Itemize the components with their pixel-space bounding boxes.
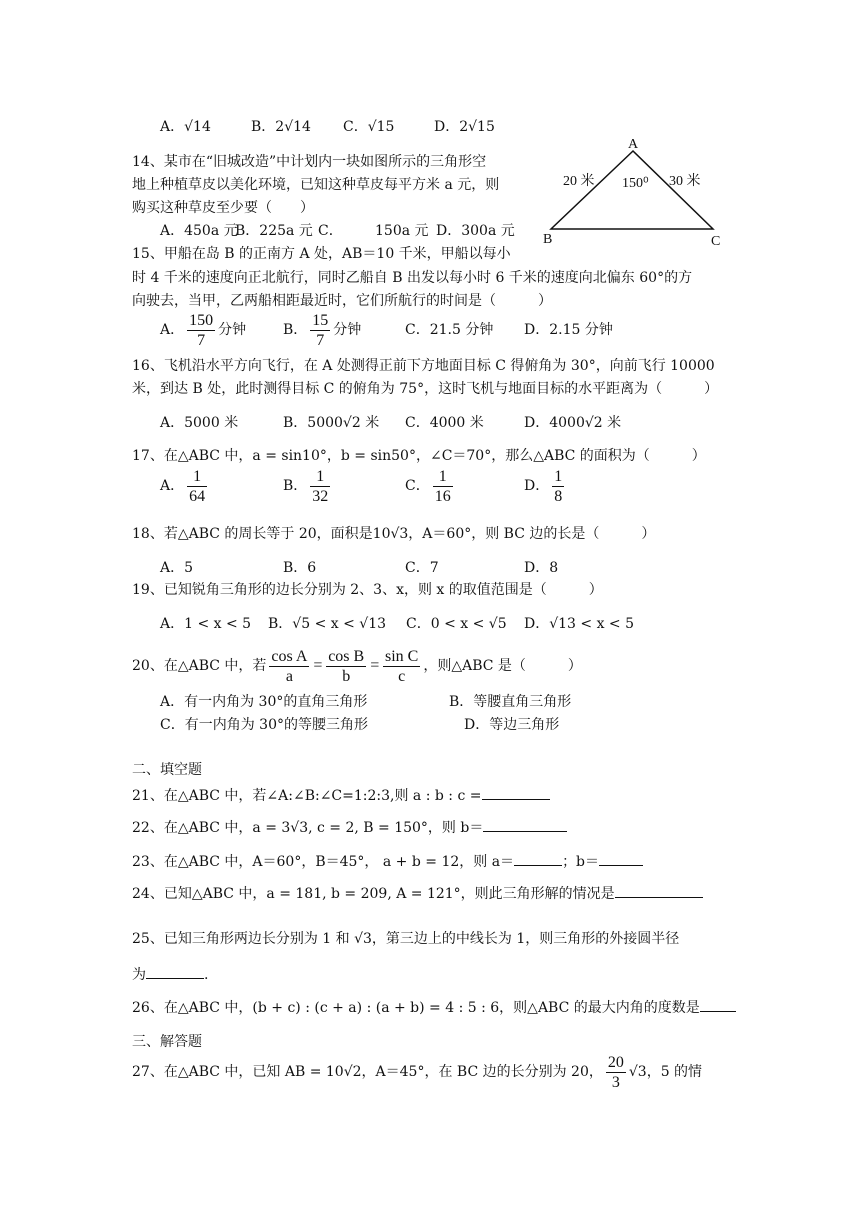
q20-suffix: ，则△ABC 是（ ） — [423, 658, 582, 674]
q14-option-b: B．225a 元 — [235, 223, 313, 239]
q26-text: 26、在△ABC 中，(b + c) : (c + a) : (a + b) = 4 : 5 : 6，则△ABC 的最大内角的度数是 — [132, 1000, 700, 1016]
q15-options-b — [283, 310, 361, 350]
q14-option-c-value: 150a 元 — [375, 223, 429, 239]
q23-text-a: 23、在△ABC 中，A＝60°，B＝45°， a + b = 12，则 a＝ — [132, 854, 515, 870]
q14-option-d: D．300a 元 — [436, 223, 515, 239]
q25-blank — [146, 964, 204, 979]
q27-frac-num: 20 — [607, 1053, 624, 1071]
q17-a-num: 1 — [187, 467, 207, 487]
q17-options-c — [405, 466, 456, 506]
q17-b-num: 1 — [310, 467, 330, 487]
q19-option-a: A．1 < x < 5 — [160, 616, 252, 632]
q17-option-b-label: B． — [283, 478, 308, 494]
q17-d-num: 1 — [554, 467, 563, 485]
q18-option-d: D．8 — [524, 560, 559, 576]
q17-d-den: 8 — [554, 487, 563, 505]
q16-line2: 米，到达 B 处，此时测得目标 C 的俯角为 75°，这时飞机与地面目标的水平距离为（ ） — [132, 381, 719, 397]
q20-frac-sinc — [383, 647, 420, 686]
q23 — [132, 851, 643, 872]
q20-option-c: C．有一内角为 30°的等腰三角形 — [160, 717, 368, 733]
side-ab-label: 20 米 — [563, 174, 595, 189]
q19-option-d: D．√13 < x < 5 — [524, 616, 635, 632]
q15-options — [160, 310, 246, 350]
q17-option-a-label: A． — [160, 478, 185, 494]
q18-option-c: C．7 — [405, 560, 439, 576]
q17-option-b-fraction — [310, 467, 330, 506]
q20-frac2-den: b — [342, 667, 351, 685]
q15-option-b-label: B． — [283, 322, 308, 338]
q18-option-b: B．6 — [283, 560, 317, 576]
q20-frac3-num: sin C — [385, 647, 419, 665]
q19-option-b: B．√5 < x < √13 — [268, 616, 387, 632]
q18-option-a: A．5 — [160, 560, 194, 576]
q21-text: 21、在△ABC 中，若∠A:∠B:∠C=1:2:3,则 a : b : c = — [132, 788, 482, 804]
q15-option-d: D．2.15 分钟 — [524, 322, 613, 338]
q17-option-d-fraction — [552, 467, 564, 506]
q13-option-a: A．√14 — [160, 119, 211, 135]
q20-frac-cosb — [326, 647, 366, 686]
q26 — [132, 997, 736, 1018]
q25-line1: 25、已知三角形两边长分别为 1 和 √3，第三边上的中线长为 1，则三角形的外接圆半径 — [132, 931, 680, 947]
q21-blank — [482, 785, 550, 800]
q17-option-a-fraction — [187, 467, 207, 506]
q27-fraction — [606, 1053, 626, 1092]
q15-option-b-unit: 分钟 — [333, 322, 362, 338]
q20-option-b: B．等腰直角三角形 — [449, 694, 572, 710]
q15-b-num: 15 — [312, 311, 329, 329]
q27-prefix: 27、在△ABC 中，已知 AB = 10√2，A＝45°，在 BC 边的长分别为 20， — [132, 1064, 603, 1080]
q16-option-c: C．4000 米 — [405, 415, 484, 431]
q21 — [132, 785, 550, 806]
q17-c-den: 16 — [434, 487, 451, 505]
q15-a-num: 150 — [189, 311, 214, 329]
side-ac-label: 30 米 — [669, 174, 701, 189]
q17-option-c-label: C． — [405, 478, 430, 494]
q16-option-a: A．5000 米 — [160, 415, 239, 431]
section-3-heading: 三、解答题 — [132, 1034, 202, 1050]
q14-option-a: A．450a 元 — [160, 223, 238, 239]
q19-option-c: C．0 < x < √5 — [406, 616, 507, 632]
q17-b-den: 32 — [312, 487, 329, 505]
q20-prefix: 20、在△ABC 中，若 — [132, 658, 267, 674]
q20-frac3-den: c — [398, 667, 406, 685]
q20-frac1-num: cos A — [271, 647, 308, 665]
q17-options-b — [283, 466, 333, 506]
q14-line2: 地上种植草皮以美化环境，已知这种草皮每平方米 a 元，则 — [132, 177, 500, 193]
q25-line2 — [132, 964, 208, 985]
vertex-c-label: C — [711, 234, 721, 249]
q17-option-d-label: D． — [524, 478, 550, 494]
vertex-b-label: B — [543, 232, 553, 247]
q20-frac1-den: a — [285, 667, 293, 685]
q13-option-d: D．2√15 — [434, 119, 495, 135]
q22 — [132, 817, 567, 838]
q15-option-c: C．21.5 分钟 — [405, 322, 494, 338]
q27-frac-den: 3 — [611, 1073, 620, 1091]
q17-stem: 17、在△ABC 中，a = sin10°，b = sin50°，∠C＝70°，那么△ABC 的面积为（ ） — [132, 448, 706, 464]
q24-text: 24、已知△ABC 中，a = 181, b = 209, A = 121°，则此三角形解的情况是 — [132, 886, 615, 902]
q17-options-a — [160, 466, 210, 506]
q14-option-c-label: C． — [318, 223, 343, 239]
q26-blank — [700, 997, 736, 1012]
q20-stem: 20、在△ABC 中，若 $\frac{\text{cos A}}{a}$ = $\frac{\text{cos B}}{b}$ = $\frac{\text{sin C}}{c}$ ，则△ABC 是（ ） — [132, 647, 582, 685]
q15-option-a-fraction — [187, 311, 215, 350]
q25-prefix: 为 — [132, 967, 146, 983]
q16-line1: 16、飞机沿水平方向飞行，在 A 处测得正前下方地面目标 C 得俯角为 30°，向前飞行 10000 — [132, 358, 715, 374]
q20-option-a: A．有一内角为 30°的直角三角形 — [160, 694, 368, 710]
q23-blank-a — [514, 851, 562, 866]
q17-a-den: 64 — [189, 487, 206, 505]
q27-suffix: √3，5 的情 — [628, 1064, 703, 1080]
q20-option-d: D．等边三角形 — [464, 717, 560, 733]
q15-line2: 时 4 千米的速度向正北航行，同时乙船自 B 出发以每小时 6 千米的速度向北偏东 60°的方 — [132, 270, 693, 286]
q14-line3: 购买这种草皮至少要（ ） — [132, 200, 314, 216]
q18-stem: 18、若△ABC 的周长等于 20，面积是10√3，A＝60°，则 BC 边的长是（ ） — [132, 526, 656, 542]
triangle-figure — [535, 135, 735, 250]
q15-option-a-label: A． — [160, 322, 185, 338]
q16-option-b: B．5000√2 米 — [283, 415, 380, 431]
q27 — [132, 1052, 702, 1092]
q15-option-b-fraction — [310, 311, 330, 350]
q20-frac2-num: cos B — [328, 647, 365, 665]
q15-line1: 15、甲船在岛 B 的正南方 A 处，AB＝10 千米，甲船以每小 — [132, 246, 511, 262]
q13-option-c: C．√15 — [343, 119, 395, 135]
q17-options-d — [524, 466, 567, 506]
q23-text-b: ；b＝ — [562, 854, 600, 870]
q13-option-b: B．2√14 — [251, 119, 311, 135]
q23-blank-b — [599, 851, 643, 866]
q17-option-c-fraction — [433, 467, 453, 506]
angle-a-label: 150⁰ — [622, 176, 649, 191]
q24-blank — [615, 883, 703, 898]
q25-suffix: . — [204, 967, 209, 983]
q15-line3: 向驶去，当甲，乙两船相距最近时，它们所航行的时间是（ ） — [132, 293, 552, 309]
vertex-a-label: A — [628, 137, 639, 152]
q15-a-den: 7 — [197, 331, 206, 349]
q20-frac-cosa — [269, 647, 309, 686]
q15-option-a-unit: 分钟 — [218, 322, 247, 338]
q22-blank — [483, 817, 567, 832]
q17-c-num: 1 — [433, 467, 453, 487]
q14-line1: 14、某市在“旧城改造”中计划内一块如图所示的三角形空 — [132, 154, 487, 170]
q24 — [132, 883, 703, 904]
q16-option-d: D．4000√2 米 — [524, 415, 622, 431]
q22-text: 22、在△ABC 中，a = 3√3, c = 2, B = 150°，则 b＝ — [132, 820, 484, 836]
q19-stem: 19、已知锐角三角形的边长分别为 2、3、x，则 x 的取值范围是（ ） — [132, 582, 603, 598]
section-2-heading: 二、填空题 — [132, 762, 202, 778]
q15-b-den: 7 — [316, 331, 325, 349]
